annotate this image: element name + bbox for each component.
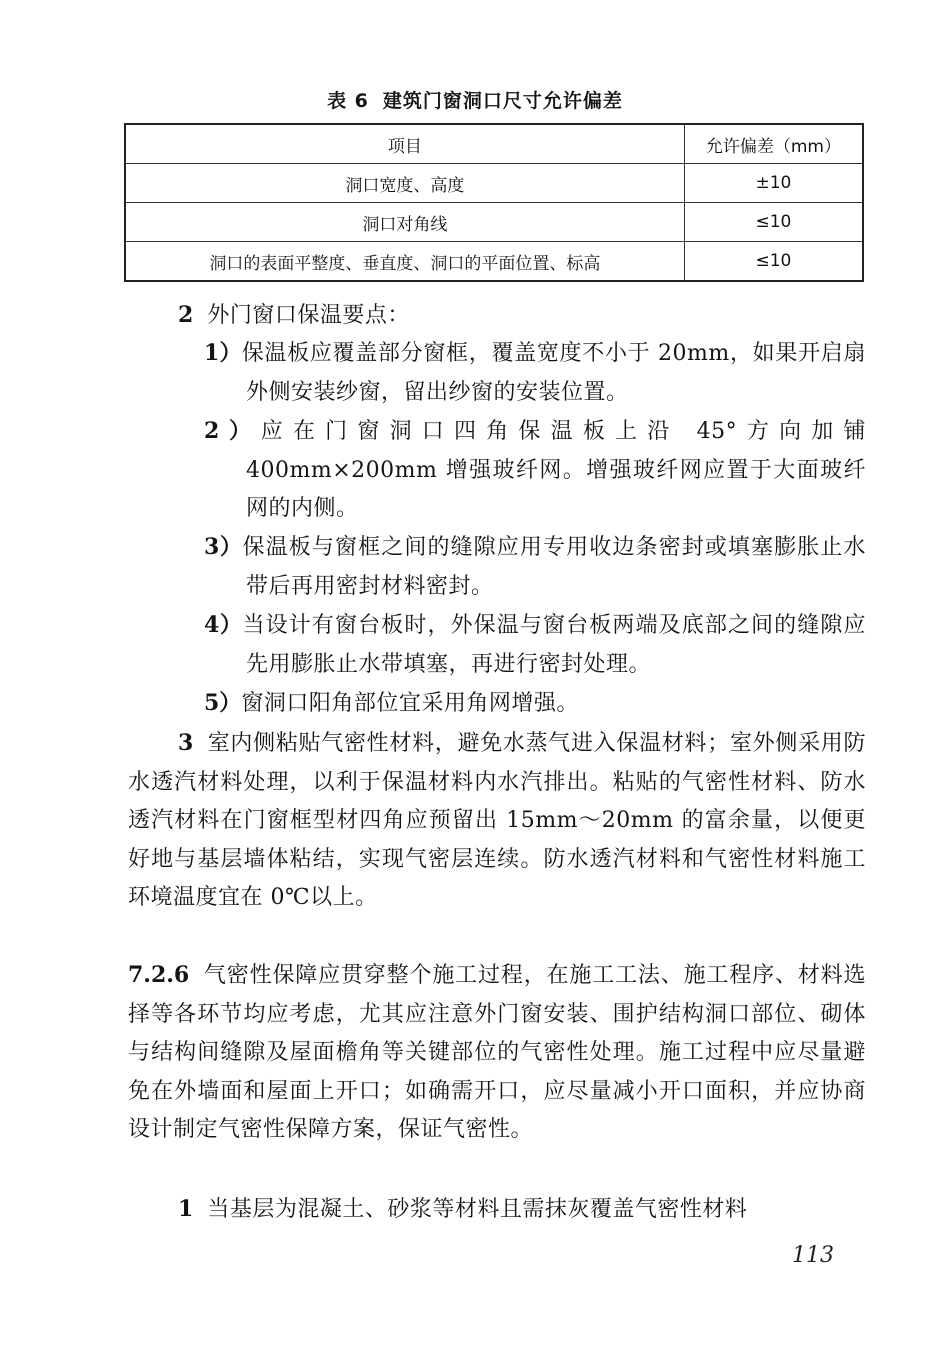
clause-7-2-6-label: 7.2.6 [128,962,190,988]
item-1-text: 当基层为混凝土、砂浆等材料且需抹灰覆盖气密性材料 [207,1197,748,1222]
list-item [204,412,866,529]
list-item-text: 窗洞口阳角部位宜采用角网增强。 [241,691,579,716]
section-3-label: 3 [178,730,194,756]
list-item [204,606,866,684]
list-item-text: 保温板与窗框之间的缝隙应用专用收边条密封或填塞膨胀止水带后再用密封材料密封。 [242,535,866,599]
item-1-label: 1 [178,1196,194,1222]
item-1-paragraph [178,1190,868,1230]
section-2-text: 外门窗口保温要点： [207,303,410,328]
table-row [125,242,863,282]
list-item-text: 应在门窗洞口四角保温板上沿 45°方向加铺 400mm×200mm 增强玻纤网。增强玻纤网应置于大面玻纤网的内侧。 [246,419,866,521]
section-2-label: 2 [178,302,194,328]
table-title: 建筑门窗洞口尺寸允许偏差 [382,90,623,112]
row-item: 洞口的表面平整度、垂直度、洞口的平面位置、标高 [125,242,684,282]
list-item [204,528,866,606]
page-number: 113 [792,1243,834,1268]
section-3-text: 室内侧粘贴气密性材料，避免水蒸气进入保温材料；室外侧采用防水透汽材料处理，以利于保温材料内水汽排出。粘贴的气密性材料、防水透汽材料在门窗框型材四角应预留出 15mm～20mm 的富余量，以便更好地与基层墙体粘结，实现气密层连续。防水透汽材料和气密性材料施工环境温度宜在 0℃以上。 [128,731,866,910]
list-item-label: 5） [204,690,242,716]
header-tolerance: 允许偏差（mm） [684,124,863,164]
section-2-heading [178,296,868,336]
list-item [204,684,866,724]
section-3-paragraph [128,724,866,918]
tolerance-table [124,123,864,282]
row-tolerance: ≤10 [684,203,863,242]
list-item-label: 1） [204,340,242,366]
table-caption [0,86,950,113]
table-number: 表 6 [327,90,369,112]
row-tolerance: ≤10 [684,242,863,282]
row-item: 洞口宽度、高度 [125,164,684,203]
table-row [125,164,863,203]
list-item-label: 3） [204,534,243,560]
list-item [204,334,866,412]
list-item-text: 保温板应覆盖部分窗框，覆盖宽度不小于 20mm，如果开启扇外侧安装纱窗，留出纱窗的安装位置。 [241,341,866,405]
clause-7-2-6-paragraph [128,956,866,1150]
list-item-label: 2） [204,418,261,444]
table-row [125,203,863,242]
list-item-label: 4） [204,612,243,638]
row-item: 洞口对角线 [125,203,684,242]
list-item-text: 当设计有窗台板时，外保温与窗台板两端及底部之间的缝隙应先用膨胀止水带填塞，再进行密封处理。 [242,613,866,677]
row-tolerance: ±10 [684,164,863,203]
table-header-row [125,124,863,164]
header-item: 项目 [125,124,684,164]
clause-7-2-6-text: 气密性保障应贯穿整个施工过程，在施工工法、施工程序、材料选择等各环节均应考虑，尤其应注意外门窗安装、围护结构洞口部位、砌体与结构间缝隙及屋面檐角等关键部位的气密性处理。施工过程中应尽量避免在外墙面和屋面上开口；如确需开口，应尽量减小开口面积，并应协商设计制定气密性保障方案，保证气密性。 [128,963,866,1142]
